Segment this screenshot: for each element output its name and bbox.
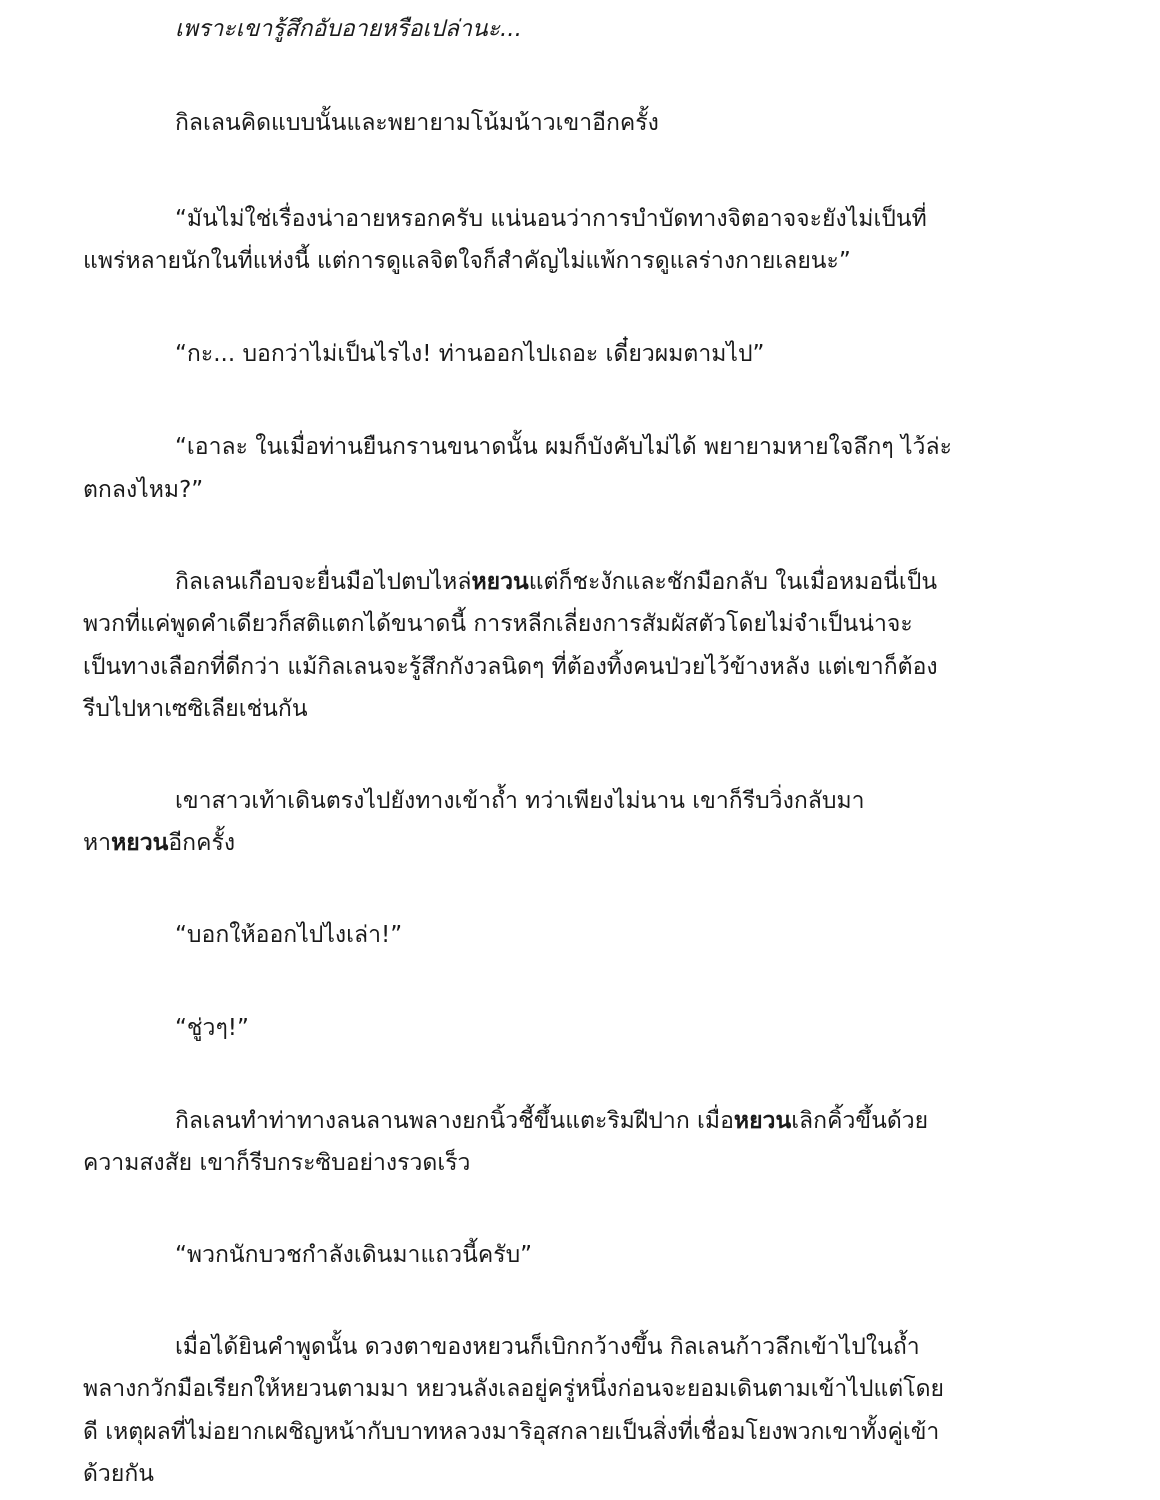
paragraph-line: กิลเลนคิดแบบนั้นและพยายามโน้มน้าวเขาอีกครั้ง [175,110,659,136]
text-run: กิลเลนเกือบจะยื่นมือไปตบไหล่ [175,569,472,595]
paragraph-line: เป็นทางเลือกที่ดีกว่า แม้กิลเลนจะรู้สึกกังวลนิดๆ ที่ต้องทิ้งคนป่วยไว้ข้างหลัง แต่เขาก็ต้อง [83,654,938,680]
document-page [83,0,1093,1500]
paragraph-line [175,1103,928,1139]
paragraph-line: “ชู่วๆ!” [175,1015,249,1041]
paragraph-line: ความสงสัย เขาก็รีบกระซิบอย่างรวดเร็ว [83,1150,471,1176]
character-name: หยวน [733,1108,792,1134]
text-run: เลิกคิ้วขึ้นด้วย [791,1108,929,1134]
paragraph-line: “กะ... บอกว่าไม่เป็นไรไง! ท่านออกไปเถอะ เดี๋ยวผมตามไป” [175,341,765,367]
paragraph-line: รีบไปหาเซซิเลียเช่นกัน [83,696,308,722]
paragraph-line: “มันไม่ใช่เรื่องน่าอายหรอกครับ แน่นอนว่าการบำบัดทางจิตอาจจะยังไม่เป็นที่ [175,206,927,232]
character-name: หยวน [111,830,169,856]
paragraph-line: เขาสาวเท้าเดินตรงไปยังทางเข้าถ้ำ ทว่าเพียงไม่นาน เขาก็รีบวิ่งกลับมา [175,788,865,814]
paragraph-line: เมื่อได้ยินคำพูดนั้น ดวงตาของหยวนก็เบิกกว้างขึ้น กิลเลนก้าวลึกเข้าไปในถ้ำ [175,1334,920,1360]
character-name: หยวน [471,569,529,595]
paragraph-line: ตกลงไหม?” [83,477,204,503]
paragraph-line [175,564,937,600]
paragraph-line: แพร่หลายนักในที่แห่งนี้ แต่การดูแลจิตใจก็สำคัญไม่แพ้การดูแลร่างกายเลยนะ” [83,248,851,274]
paragraph-line: เพราะเขารู้สึกอับอายหรือเปล่านะ... [175,16,522,42]
paragraph-line: “บอกให้ออกไปไงเล่า!” [175,922,403,948]
paragraph-line: ดี เหตุผลที่ไม่อยากเผชิญหน้ากับบาทหลวงมาริอุสกลายเป็นสิ่งที่เชื่อมโยงพวกเขาทั้งคู่เข้า [83,1419,940,1445]
text-run: แต่ก็ชะงักและชักมือกลับ ในเมื่อหมอนี่เป็น [528,569,938,595]
text-run: กิลเลนทำท่าทางลนลานพลางยกนิ้วชี้ขึ้นแตะริมฝีปาก เมื่อ [175,1108,734,1134]
paragraph-line: “เอาละ ในเมื่อท่านยืนกรานขนาดนั้น ผมก็บังคับไม่ได้ พยายามหายใจลึกๆ ไว้ล่ะ [175,434,952,460]
text-run: อีกครั้ง [168,830,236,856]
paragraph-line [83,825,235,861]
paragraph-line: “พวกนักบวชกำลังเดินมาแถวนี้ครับ” [175,1242,533,1268]
paragraph-line: ด้วยกัน [83,1461,154,1487]
paragraph-line: พลางกวักมือเรียกให้หยวนตามมา หยวนลังเลอยู่ครู่หนึ่งก่อนจะยอมเดินตามเข้าไปแต่โดย [83,1376,944,1402]
paragraph-line: พวกที่แค่พูดคำเดียวก็สติแตกได้ขนาดนี้ การหลีกเลี่ยงการสัมผัสตัวโดยไม่จำเป็นน่าจะ [83,611,913,637]
text-run: หา [83,830,112,856]
